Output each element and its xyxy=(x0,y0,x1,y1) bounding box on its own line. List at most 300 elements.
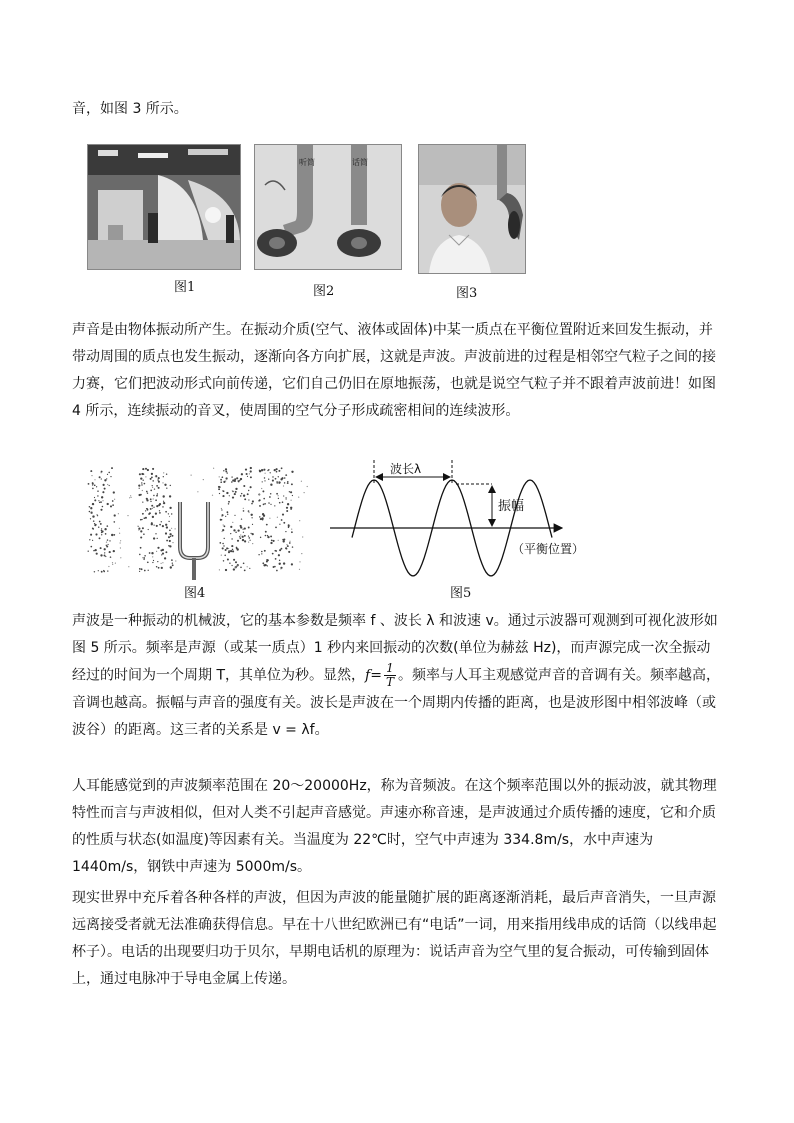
air-molecule-dot xyxy=(150,490,152,492)
air-molecule-dot xyxy=(92,488,94,490)
air-molecule-dot xyxy=(261,488,262,489)
air-molecule-dot xyxy=(262,490,264,492)
air-molecule-dot xyxy=(166,488,167,489)
air-molecule-dot xyxy=(148,513,150,515)
air-molecule-dot xyxy=(233,559,235,561)
air-molecule-dot xyxy=(289,542,291,544)
air-molecule-dot xyxy=(236,477,238,479)
air-molecule-dot xyxy=(220,479,222,481)
formula-fraction xyxy=(384,662,396,689)
air-molecule-dot xyxy=(283,562,285,564)
air-molecule-dot xyxy=(221,508,222,509)
air-molecule-dot xyxy=(220,519,222,521)
air-molecule-dot xyxy=(232,497,234,499)
air-molecule-dot xyxy=(240,495,242,497)
air-molecule-dot xyxy=(156,495,158,497)
air-molecule-dot xyxy=(145,476,146,477)
air-molecule-dot xyxy=(219,493,220,494)
air-molecule-dot xyxy=(103,484,105,486)
air-molecule-dot xyxy=(278,481,280,483)
air-molecule-dot xyxy=(213,468,214,469)
air-molecule-dot xyxy=(106,478,107,479)
air-molecule-dot xyxy=(224,555,226,557)
air-molecule-dot xyxy=(157,479,159,481)
air-molecule-dot xyxy=(271,540,273,542)
air-molecule-dot xyxy=(284,482,286,484)
air-molecule-dot xyxy=(140,519,142,521)
air-molecule-dot xyxy=(163,495,165,497)
air-molecule-dot xyxy=(159,503,161,505)
air-molecule-dot xyxy=(230,550,232,552)
air-molecule-dot xyxy=(258,554,259,555)
air-molecule-dot xyxy=(283,485,284,486)
air-molecule-dot xyxy=(97,490,99,492)
figure-4-caption: 图4 xyxy=(184,586,206,601)
air-molecule-dot xyxy=(276,570,278,572)
air-molecule-dot xyxy=(139,571,140,572)
air-molecule-dot xyxy=(96,514,97,515)
air-molecule-dot xyxy=(250,476,252,478)
air-molecule-dot xyxy=(259,494,260,495)
tube-label-right: 话筒 xyxy=(352,158,368,167)
air-molecule-dot xyxy=(275,558,277,560)
air-molecule-dot xyxy=(152,485,153,486)
air-molecule-dot xyxy=(244,570,246,572)
air-molecule-dot xyxy=(92,540,93,541)
air-molecule-dot xyxy=(240,478,242,480)
air-molecule-dot xyxy=(151,522,153,524)
air-molecule-dot xyxy=(227,514,228,515)
air-molecule-dot xyxy=(142,501,143,502)
air-molecule-dot xyxy=(247,566,248,567)
air-molecule-dot xyxy=(225,477,227,479)
air-molecule-dot xyxy=(172,542,173,543)
air-molecule-dot xyxy=(139,473,141,475)
air-molecule-dot xyxy=(265,535,267,537)
air-molecule-dot xyxy=(225,480,226,481)
air-molecule-dot xyxy=(109,485,110,486)
air-molecule-dot xyxy=(152,516,154,518)
air-molecule-dot xyxy=(104,571,106,573)
air-molecule-dot xyxy=(232,479,234,481)
air-molecule-dot xyxy=(166,526,168,528)
air-molecule-dot xyxy=(142,527,144,529)
figure-5-caption: 图5 xyxy=(450,586,472,601)
air-molecule-dot xyxy=(267,535,268,536)
air-molecule-dot xyxy=(292,495,293,496)
air-molecule-dot xyxy=(128,566,129,567)
air-molecule-dot xyxy=(144,570,146,572)
air-molecule-dot xyxy=(279,563,281,565)
air-molecule-dot xyxy=(265,473,266,474)
air-molecule-dot xyxy=(107,544,108,545)
air-molecule-dot xyxy=(152,487,153,488)
air-molecule-dot xyxy=(119,533,120,534)
air-molecule-dot xyxy=(141,519,142,520)
air-molecule-dot xyxy=(98,570,99,571)
air-molecule-dot xyxy=(147,493,148,494)
air-molecule-dot xyxy=(90,534,92,536)
air-molecule-dot xyxy=(267,559,269,561)
air-molecule-dot xyxy=(278,476,279,477)
air-molecule-dot xyxy=(241,493,242,494)
air-molecule-dot xyxy=(112,564,113,565)
formula-denominator: T xyxy=(385,675,394,689)
air-molecule-dot xyxy=(131,497,132,498)
air-molecule-dot xyxy=(221,509,222,510)
air-molecule-dot xyxy=(92,512,93,513)
air-molecule-dot xyxy=(142,513,144,515)
air-molecule-dot xyxy=(142,490,143,491)
air-molecule-dot xyxy=(113,550,115,552)
air-molecule-dot xyxy=(95,524,97,526)
air-molecule-dot xyxy=(287,545,289,547)
air-molecule-dot xyxy=(276,481,278,483)
air-molecule-dot xyxy=(270,542,272,544)
air-molecule-dot xyxy=(299,561,300,562)
air-molecule-dot xyxy=(248,527,250,529)
air-molecule-dot xyxy=(161,554,162,555)
air-molecule-dot xyxy=(241,473,243,475)
air-molecule-dot xyxy=(281,519,283,521)
air-molecule-dot xyxy=(108,566,109,567)
air-molecule-dot xyxy=(279,549,281,551)
air-molecule-dot xyxy=(153,560,154,561)
air-molecule-dot xyxy=(156,566,157,567)
air-molecule-dot xyxy=(163,501,164,502)
air-molecule-dot xyxy=(114,499,115,500)
air-molecule-dot xyxy=(222,529,224,531)
air-molecule-dot xyxy=(143,557,145,559)
air-molecule-dot xyxy=(130,495,131,496)
air-molecule-dot xyxy=(283,522,285,524)
air-molecule-dot xyxy=(250,533,251,534)
air-molecule-dot xyxy=(150,508,152,510)
air-molecule-dot xyxy=(288,551,290,553)
air-molecule-dot xyxy=(248,499,249,500)
air-molecule-dot xyxy=(243,495,244,496)
air-molecule-dot xyxy=(218,488,220,490)
air-molecule-dot xyxy=(141,568,143,570)
air-molecule-dot xyxy=(231,481,233,483)
air-molecule-dot xyxy=(151,552,153,554)
air-molecule-dot xyxy=(248,536,249,537)
air-molecule-dot xyxy=(140,477,142,479)
air-molecule-dot xyxy=(98,526,99,527)
air-molecule-dot xyxy=(141,482,142,483)
air-molecule-dot xyxy=(248,510,250,512)
air-molecule-dot xyxy=(165,551,167,553)
air-molecule-dot xyxy=(286,544,287,545)
air-molecule-dot xyxy=(109,551,111,553)
air-molecule-dot xyxy=(120,557,121,558)
air-molecule-dot xyxy=(269,503,270,504)
air-molecule-dot xyxy=(138,529,139,530)
air-molecule-dot xyxy=(220,481,222,483)
air-molecule-dot xyxy=(291,471,293,473)
air-molecule-dot xyxy=(142,468,144,470)
air-molecule-dot xyxy=(102,506,104,508)
air-molecule-dot xyxy=(269,518,270,519)
air-molecule-dot xyxy=(299,569,300,570)
air-molecule-dot xyxy=(158,477,160,479)
air-molecule-dot xyxy=(234,515,235,516)
air-molecule-dot xyxy=(270,535,272,537)
air-molecule-dot xyxy=(94,479,95,480)
air-molecule-dot xyxy=(246,473,248,475)
figure-5-wave-diagram xyxy=(326,452,598,582)
air-molecule-dot xyxy=(278,470,280,472)
air-molecule-dot xyxy=(170,536,171,537)
air-molecule-dot xyxy=(250,467,252,469)
air-molecule-dot xyxy=(162,553,164,555)
air-molecule-dot xyxy=(262,481,263,482)
air-molecule-dot xyxy=(228,551,230,553)
air-molecule-dot xyxy=(106,525,108,527)
air-molecule-dot xyxy=(237,565,238,566)
air-molecule-dot xyxy=(96,486,97,487)
air-molecule-dot xyxy=(152,468,154,470)
air-molecule-dot xyxy=(231,538,232,539)
paragraph-wave-parameters xyxy=(72,608,724,744)
air-molecule-dot xyxy=(279,524,280,525)
air-molecule-dot xyxy=(146,508,148,510)
air-molecule-dot xyxy=(285,547,287,549)
air-molecule-dot xyxy=(170,566,172,568)
air-molecule-dot xyxy=(227,558,229,560)
air-molecule-dot xyxy=(104,552,105,553)
air-molecule-dot xyxy=(127,515,128,516)
air-molecule-dot xyxy=(101,534,102,535)
air-molecule-dot xyxy=(143,559,144,560)
air-molecule-dot xyxy=(243,510,245,512)
air-molecule-dot xyxy=(280,478,282,480)
air-molecule-dot xyxy=(291,531,293,533)
air-molecule-dot xyxy=(168,545,170,547)
air-molecule-dot xyxy=(289,525,290,526)
figure-4-tuning-fork xyxy=(86,462,314,580)
air-molecule-dot xyxy=(230,526,232,528)
air-molecule-dot xyxy=(223,560,224,561)
air-molecule-dot xyxy=(285,497,286,498)
air-molecule-dot xyxy=(274,505,275,506)
air-molecule-dot xyxy=(95,549,97,551)
air-molecule-dot xyxy=(120,542,121,543)
air-molecule-dot xyxy=(191,475,192,476)
air-molecule-dot xyxy=(151,476,153,478)
air-molecule-dot xyxy=(94,484,96,486)
air-molecule-dot xyxy=(263,504,265,506)
air-molecule-dot xyxy=(219,476,220,477)
air-molecule-dot xyxy=(152,556,153,557)
air-molecule-dot xyxy=(104,548,106,550)
air-molecule-dot xyxy=(168,513,169,514)
air-molecule-dot xyxy=(169,540,171,542)
air-molecule-dot xyxy=(232,490,233,491)
air-molecule-dot xyxy=(232,549,234,551)
air-molecule-dot xyxy=(149,552,151,554)
air-molecule-dot xyxy=(94,571,95,572)
air-molecule-dot xyxy=(88,551,89,552)
air-molecule-dot xyxy=(249,473,250,474)
air-molecule-dot xyxy=(197,491,198,492)
tuning-fork-icon xyxy=(180,502,208,580)
air-molecule-dot xyxy=(169,495,171,497)
air-molecule-dot xyxy=(143,473,145,475)
air-molecule-dot xyxy=(263,564,265,566)
formula-numerator: 1 xyxy=(384,662,396,676)
air-molecule-dot xyxy=(94,523,95,524)
air-molecule-dot xyxy=(264,503,266,505)
air-molecule-dot xyxy=(90,507,92,509)
air-molecule-dot xyxy=(242,529,243,530)
air-molecule-dot xyxy=(299,520,300,521)
air-molecule-dot xyxy=(219,486,221,488)
air-molecule-dot xyxy=(301,481,302,482)
air-molecule-dot xyxy=(138,485,140,487)
air-molecule-dot xyxy=(169,533,171,535)
air-molecule-dot xyxy=(274,566,276,568)
air-molecule-dot xyxy=(165,511,167,513)
air-molecule-dot xyxy=(93,520,95,522)
air-molecule-dot xyxy=(107,539,108,540)
air-molecule-dot xyxy=(147,561,149,563)
air-molecule-dot xyxy=(298,497,299,498)
air-molecule-dot xyxy=(289,541,290,542)
air-molecule-dot xyxy=(269,496,271,498)
air-molecule-dot xyxy=(228,503,229,504)
air-molecule-dot xyxy=(113,534,115,536)
air-molecule-dot xyxy=(212,495,213,496)
air-molecule-dot xyxy=(222,477,223,478)
air-molecule-dot xyxy=(236,547,238,549)
air-molecule-dot xyxy=(141,484,142,485)
air-molecule-dot xyxy=(113,521,115,523)
air-molecule-dot xyxy=(159,524,161,526)
air-molecule-dot xyxy=(224,525,226,527)
air-molecule-dot xyxy=(235,567,236,568)
air-molecule-dot xyxy=(226,547,228,549)
air-molecule-dot xyxy=(290,508,291,509)
air-molecule-dot xyxy=(229,495,230,496)
air-molecule-dot xyxy=(104,488,106,490)
air-molecule-dot xyxy=(307,486,308,487)
air-molecule-dot xyxy=(105,556,106,557)
air-molecule-dot xyxy=(243,485,245,487)
air-molecule-dot xyxy=(225,516,226,517)
air-molecule-dot xyxy=(247,476,248,477)
air-molecule-dot xyxy=(155,476,156,477)
air-molecule-dot xyxy=(285,474,287,476)
air-molecule-dot xyxy=(268,479,269,480)
air-molecule-dot xyxy=(275,527,277,529)
air-molecule-dot xyxy=(161,521,162,522)
air-molecule-dot xyxy=(265,531,267,533)
air-molecule-dot xyxy=(171,513,172,514)
air-molecule-dot xyxy=(278,498,279,499)
air-molecule-dot xyxy=(272,480,274,482)
air-molecule-dot xyxy=(291,563,293,565)
air-molecule-dot xyxy=(155,513,157,515)
figure-2-caption: 图2 xyxy=(313,284,335,299)
air-molecule-dot xyxy=(239,536,240,537)
air-molecule-dot xyxy=(244,540,246,542)
air-molecule-dot xyxy=(90,546,92,548)
tube-label-left: 听筒 xyxy=(299,158,315,167)
air-molecule-dot xyxy=(267,565,268,566)
air-molecule-dot xyxy=(264,550,266,552)
air-molecule-dot xyxy=(225,549,227,551)
air-molecule-dot xyxy=(99,502,100,503)
air-molecule-dot xyxy=(244,528,246,530)
air-molecule-dot xyxy=(138,494,140,496)
air-molecule-dot xyxy=(289,491,290,492)
air-molecule-dot xyxy=(153,498,154,499)
air-molecule-dot xyxy=(161,567,163,569)
air-molecule-dot xyxy=(252,524,253,525)
air-molecule-dot xyxy=(221,555,222,556)
air-molecule-dot xyxy=(251,514,253,516)
wavelength-label: 波长λ xyxy=(390,462,422,476)
air-molecule-dot xyxy=(150,501,151,502)
air-molecule-dot xyxy=(262,562,264,564)
air-molecule-dot xyxy=(102,500,103,501)
air-molecule-dot xyxy=(251,517,252,518)
air-molecule-dot xyxy=(159,510,160,511)
air-molecule-dot xyxy=(158,567,160,569)
air-molecule-dot xyxy=(156,551,157,552)
air-molecule-dot xyxy=(261,553,262,554)
air-molecule-dot xyxy=(118,513,119,514)
air-molecule-dot xyxy=(163,476,164,477)
air-molecule-dot xyxy=(287,482,289,484)
air-molecule-dot xyxy=(140,547,142,549)
air-molecule-dot xyxy=(168,536,170,538)
air-molecule-dot xyxy=(263,469,265,471)
air-molecule-dot xyxy=(232,522,233,523)
air-molecule-dot xyxy=(148,529,149,530)
air-molecule-dot xyxy=(157,547,159,549)
air-molecule-dot xyxy=(238,481,240,483)
air-molecule-dot xyxy=(242,536,244,538)
air-molecule-dot xyxy=(226,492,228,494)
air-molecule-dot xyxy=(245,469,247,471)
air-molecule-dot xyxy=(279,502,281,504)
figure-1-caption: 图1 xyxy=(174,280,196,295)
air-molecule-dot xyxy=(252,543,253,544)
air-molecule-dot xyxy=(230,533,231,534)
air-molecule-dot xyxy=(203,479,204,480)
air-molecule-dot xyxy=(92,483,94,485)
air-molecule-dot xyxy=(152,562,153,563)
air-molecule-dot xyxy=(158,481,160,483)
air-molecule-dot xyxy=(163,502,165,504)
intro-line: 音，如图 3 所示。 xyxy=(72,101,188,117)
air-molecule-dot xyxy=(158,487,160,489)
air-molecule-dot xyxy=(228,548,229,549)
air-molecule-dot xyxy=(151,473,153,475)
air-molecule-dot xyxy=(282,501,284,503)
air-molecule-dot xyxy=(235,488,237,490)
air-molecule-dot xyxy=(140,530,142,532)
air-molecule-dot xyxy=(278,540,279,541)
air-molecule-dot xyxy=(129,497,130,498)
air-molecule-dot xyxy=(153,495,154,496)
air-molecule-dot xyxy=(273,540,275,542)
air-molecule-dot xyxy=(145,517,147,519)
air-molecule-dot xyxy=(140,536,142,538)
air-molecule-dot xyxy=(172,564,174,566)
